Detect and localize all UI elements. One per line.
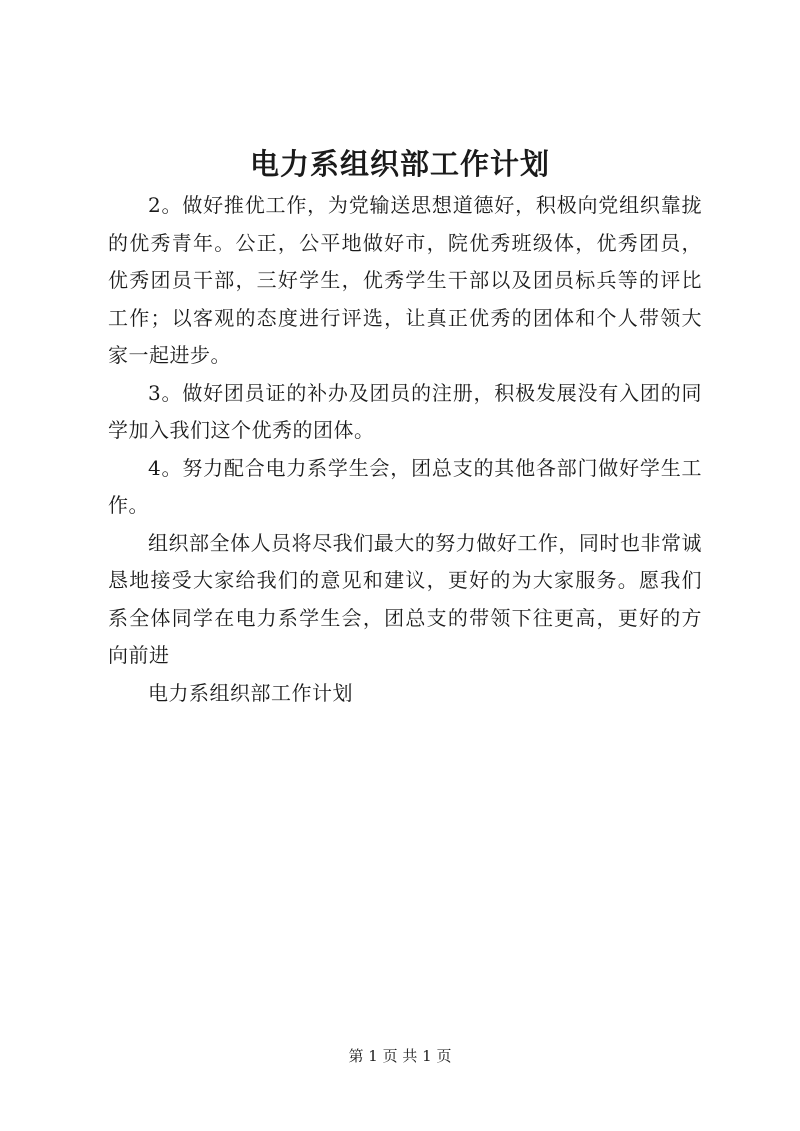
document-title: 电力系组织部工作计划	[249, 147, 550, 181]
paragraph-item-3: 3。做好团员证的补办及团员的注册，积极发展没有入团的同学加入我们这个优秀的团体。	[108, 380, 702, 442]
closing-line: 电力系组织部工作计划	[148, 680, 353, 705]
paragraph-item-2: 2。做好推优工作，为党输送思想道德好，积极向党组织靠拢的优秀青年。公正，公平地做好市，院优秀班级体，优秀团员，优秀团员干部，三好学生，优秀学生干部以及团员标兵等的评比工作；以客观的态度进行评选，让真正优秀的团体和个人带领大家一起进步。	[108, 193, 702, 367]
paragraph-item-4: 4。努力配合电力系学生会，团总支的其他各部门做好学生工作。	[108, 455, 702, 517]
page-footer: 第 1 页 共 1 页	[348, 1047, 452, 1065]
paragraph-summary: 组织部全体人员将尽我们最大的努力做好工作，同时也非常诚恳地接受大家给我们的意见和建议，更好的为大家服务。愿我们系全体同学在电力系学生会，团总支的带领下往更高，更好的方向前进	[108, 530, 702, 667]
document-body	[108, 187, 702, 712]
